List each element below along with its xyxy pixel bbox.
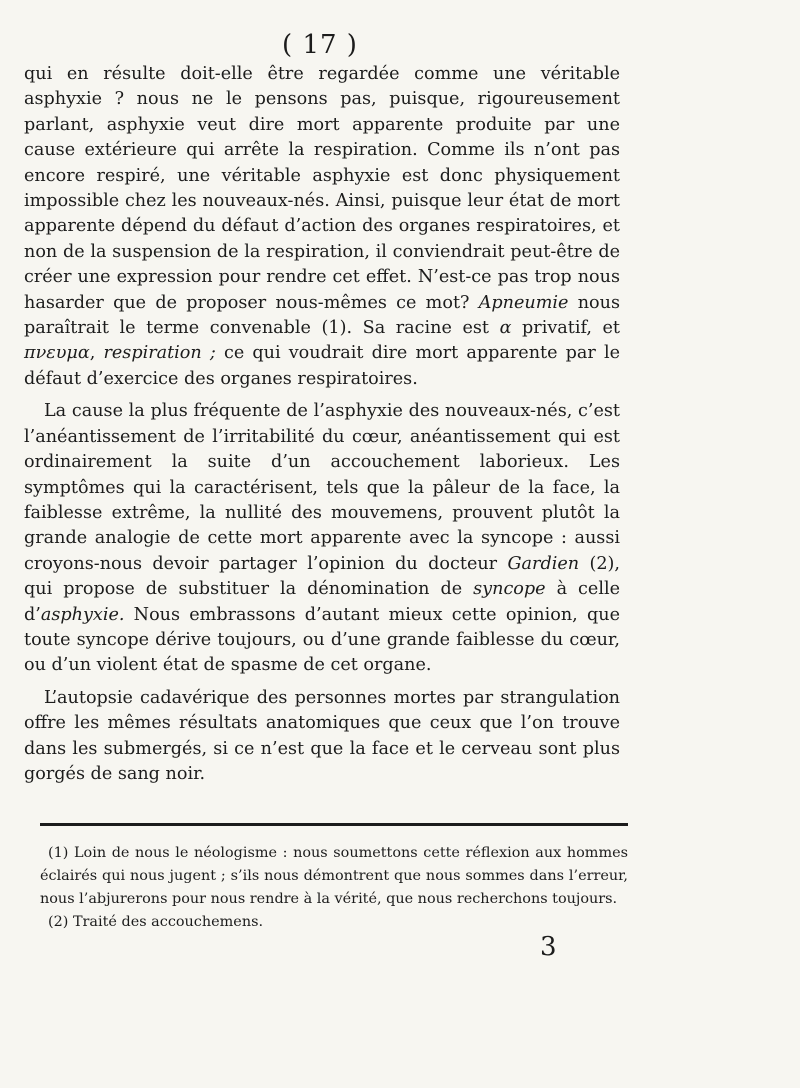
signature-mark: 3 [540, 932, 557, 962]
text-run: ce qui voudrait dire mort apparente par le défaut d’exercice des organes respiratoires. [24, 343, 621, 389]
italic-text-run: syncope [473, 579, 546, 600]
text-run: L’autopsie cadavérique des personnes mortes par strangulation offre les mêmes résultats anatomiques que ceux que l’on trouve dans les submergés, si ce n’est que la face et le cerveau sont plus gorgés de sang noir. [24, 687, 620, 784]
page-number: ( 17 ) [282, 30, 358, 60]
italic-text-run: respiration ; [103, 343, 216, 364]
italic-text-run: asphyxie. [40, 604, 125, 625]
body-text [24, 62, 620, 787]
footnote-rule [40, 823, 628, 826]
text-run: privatif, et [511, 318, 620, 339]
italic-text-run: Gardien [507, 553, 580, 574]
text-run: à celle d’ [24, 579, 620, 625]
text-run: , [89, 343, 104, 364]
text-run: qui en résulte doit-elle être regardée comme une véritable asphyxie ? nous ne le pensons pas, puisque, rigoureusement parlant, asphyxie veut dire mort apparente produite par une cause extérieure qui arrête la respiration. Comme ils n’ont pas encore respiré, une véritable asphyxie est donc physiquement impossible chez les nouveaux-nés. Ainsi, puisque leur état de mort apparente dépend du défaut d’action des organes respiratoires, et non de la suspension de la respiration, il conviendrait peut-être de créer une expression pour rendre cet effet. N’est-ce pas trop nous hasarder que de proposer nous-mêmes ce mot? [24, 64, 620, 313]
footnote-1: (1) Loin de nous le néologisme : nous soumettons cette réflexion aux hommes éclairés qui nous jugent ; s’ils nous démontrent que nous sommes dans l’erreur, nous l’abjurerons pour nous rendre à la vérité, que nous recherchons toujours. [40, 845, 628, 907]
footnotes [40, 842, 628, 934]
paragraph [24, 62, 620, 392]
paragraph [24, 399, 620, 678]
paragraph [24, 686, 620, 788]
text-run: nous paraîtrait le terme convenable (1). Sa racine est [24, 292, 620, 339]
text-run: La cause la plus fréquente de l’asphyxie des nouveaux-nés, c’est l’anéantissement de l’irritabilité du cœur, anéantissement qui est ordinairement la suite d’un accouchement laborieux. Les symptômes qui la caractérisent, tels que la pâleur de la face, la faiblesse extrême, la nullité des mouvemens, prouvent plutôt la grande analogie de cette mort apparente avec la syncope : aussi croyons-nous devoir partager l’opinion du docteur [24, 401, 620, 574]
text-run: Nous embrassons d’autant mieux cette opinion, que toute syncope dérive toujours, ou d’une grande faiblesse du cœur, ou d’un violent état de spasme de cet organe. [24, 604, 620, 676]
footnote-2: (2) Traité des accouchemens. [48, 914, 264, 930]
text-run: (2), qui propose de substituer la dénomination de [24, 553, 620, 600]
italic-text-run: πνευμα [24, 343, 90, 364]
italic-text-run: α [499, 318, 512, 339]
italic-text-run: Apneumie [478, 292, 569, 313]
